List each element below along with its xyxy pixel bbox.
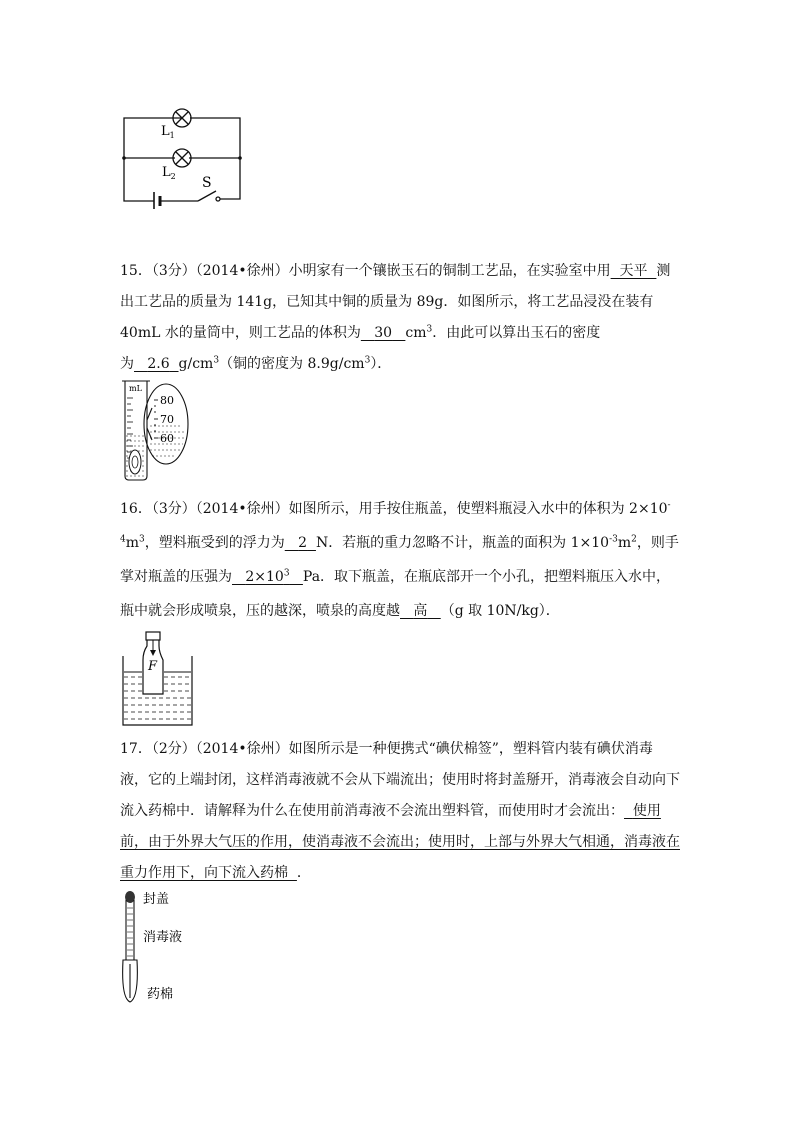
liquid-label: 消毒液 [143,930,183,945]
iodine-swab-figure [118,888,208,1008]
answer-blank: 高 [413,603,428,619]
answer-blank: $2\times 10^3$ [245,568,290,585]
measuring-cylinder-figure [120,378,195,482]
lamp1-label: $L_1$ [161,124,175,140]
question-17: 17．（2分）（2014•徐州）如图所示是一种便携式“碘伏棉签”，塑料管内装有碘伏消毒液，它的上端封闭，这样消毒液就不会从下端流出；使用时将封盖掰开，消毒液会自动向下流入药棉中．请解释为什么在使用前消毒液不会流出塑料管，而使用时才会流出： 使用前，由于外界大气压的作用，使消毒液不会流出；使用时，上部与外界大气相通，消毒液在重力作用下，向下流入药棉 ． [120,741,680,881]
bottle-in-water-figure [120,628,196,728]
switch-label: S [202,175,212,191]
question-prefix: 17．（2分）（2014•徐州） [120,741,289,757]
cotton-label: 药棉 [147,987,174,1002]
cap-label: 封盖 [143,892,170,907]
lamp2-label: $L_2$ [162,165,176,181]
answer-blank: 30 [374,325,393,341]
answer-blank: 使用前，由于外界大气压的作用，使消毒液不会流出；使用时，上部与外界大气相通，消毒液在重力作用下，向下流入药棉 [120,803,680,881]
question-16: 16．（3分）（2014•徐州）如图所示，用手按住瓶盖，使塑料瓶浸入水中的体积为 $2\times 10^{-4}m^3$，塑料瓶受到的浮力为 2 N．若瓶的重力忽略不计，瓶盖的面积为 $1\times 10^{-3}m^2$，则手掌对瓶盖的压强为 $2\times 10^3$ Pa．取下瓶盖，在瓶底部开一个小孔，把塑料瓶压入水中，瓶中就会形成喷泉，压的越深，喷泉的高度越 高 （g 取 10N/kg）． [120,500,679,619]
question-15: 15．（3分）（2014•徐州）小明家有一个镶嵌玉石的铜制工艺品，在实验室中用 天平 测出工艺品的质量为 141g，已知其中铜的质量为 89g．如图所示，将工艺品浸没在装有 40mL 水的量筒中，则工艺品的体积为 30 $cm^3$．由此可以算出玉石的密度为 2.6 $g/cm^3$（铜的密度为 $8.9g/cm^3$）． [120,263,671,372]
circuit-diagram [118,100,248,215]
answer-blank: 天平 [619,263,648,279]
question-prefix: 16．（3分）（2014•徐州） [120,501,289,517]
scale-mark-60: 60 [160,432,174,445]
question-prefix: 15．（3分）（2014•徐州） [120,263,289,279]
scale-mark-80: 80 [160,394,174,407]
answer-blank: 2 [298,535,308,551]
answer-blank: 2.6 [147,356,170,372]
cylinder-unit-label: mL [129,384,142,393]
force-label: F [148,659,158,674]
scale-mark-70: 70 [160,413,174,426]
